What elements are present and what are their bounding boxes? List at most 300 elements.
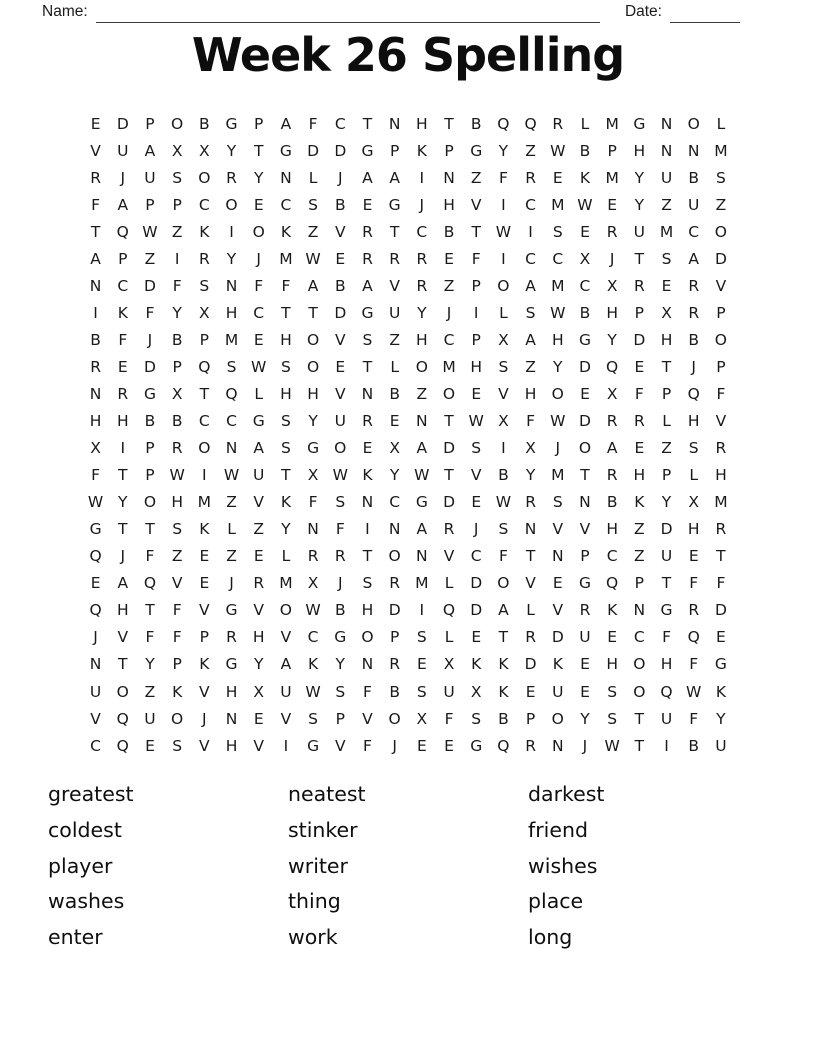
grid-letter: P — [335, 709, 345, 728]
grid-letter: C — [579, 276, 591, 295]
grid-letter: P — [172, 357, 182, 376]
grid-letter: F — [689, 574, 699, 593]
grid-letter: B — [334, 276, 346, 295]
grid-letter: X — [579, 249, 591, 268]
grid-letter: C — [470, 547, 482, 566]
grid-letter: N — [225, 439, 238, 458]
grid-letter: B — [90, 330, 101, 349]
grid-letter: I — [202, 466, 207, 485]
grid-letter: D — [714, 249, 727, 268]
grid-letter: D — [307, 141, 320, 160]
grid-letter: Z — [634, 520, 645, 539]
grid-letter: P — [525, 709, 536, 728]
grid-letter: O — [143, 493, 157, 512]
grid-letter: F — [172, 276, 182, 295]
grid-letter: H — [225, 682, 238, 701]
grid-letter: W — [332, 466, 348, 485]
grid-letter: F — [716, 384, 726, 403]
grid-letter: P — [389, 628, 400, 647]
grid-letter: B — [606, 493, 618, 512]
grid-letter: K — [471, 655, 482, 674]
grid-letter: H — [715, 466, 727, 485]
grid-letter: E — [580, 222, 590, 241]
grid-letter: R — [171, 439, 183, 458]
grid-letter: D — [334, 303, 347, 322]
grid-letter: E — [552, 168, 563, 187]
grid-letter: F — [145, 303, 155, 322]
grid-letter: Y — [253, 168, 264, 187]
grid-letter: G — [361, 303, 374, 322]
grid-letter: R — [334, 547, 346, 566]
grid-letter: A — [280, 655, 292, 674]
grid-letter: U — [117, 141, 129, 160]
grid-letter: R — [226, 168, 237, 187]
grid-row — [82, 408, 735, 435]
grid-letter: L — [499, 303, 508, 322]
grid-letter: R — [416, 276, 428, 295]
grid-letter: C — [198, 195, 210, 214]
grid-letter: G — [388, 195, 401, 214]
grid-letter: G — [415, 493, 428, 512]
grid-letter: H — [687, 520, 700, 539]
grid-letter: P — [118, 249, 128, 268]
grid-row — [82, 624, 735, 651]
grid-letter: X — [443, 655, 455, 674]
grid-letter: O — [334, 439, 347, 458]
grid-letter: O — [225, 195, 238, 214]
grid-letter: C — [198, 412, 210, 431]
grid-letter: V — [90, 141, 101, 160]
grid-letter: N — [660, 141, 673, 160]
grid-letter: F — [689, 709, 699, 728]
grid-letter: J — [473, 520, 479, 539]
grid-letter: V — [715, 276, 727, 295]
grid-letter: R — [606, 466, 618, 485]
word-item: long — [528, 925, 573, 950]
grid-letter: Q — [497, 114, 510, 133]
grid-row — [82, 110, 735, 137]
grid-letter: A — [688, 249, 700, 268]
grid-letter: B — [498, 466, 509, 485]
grid-letter: O — [633, 682, 646, 701]
grid-letter: W — [577, 195, 593, 214]
grid-letter: E — [525, 682, 536, 701]
grid-letter: X — [199, 141, 210, 160]
date-fill-line[interactable] — [670, 2, 740, 23]
grid-letter: B — [688, 736, 700, 755]
grid-letter: F — [308, 493, 318, 512]
grid-letter: J — [419, 195, 425, 214]
grid-letter: V — [253, 601, 265, 620]
grid-letter: Y — [417, 303, 427, 322]
grid-letter: O — [497, 276, 510, 295]
grid-letter: A — [525, 330, 536, 349]
grid-letter: G — [279, 141, 292, 160]
grid-letter: Y — [661, 493, 672, 512]
grid-letter: I — [174, 249, 180, 268]
grid-letter: T — [145, 520, 155, 539]
grid-letter: U — [660, 547, 673, 566]
grid-letter: K — [634, 493, 645, 512]
grid-letter: F — [172, 628, 182, 647]
grid-letter: V — [334, 222, 346, 241]
grid-letter: U — [334, 412, 346, 431]
grid-letter: G — [714, 655, 727, 674]
grid-letter: N — [551, 547, 564, 566]
grid-letter: T — [118, 466, 128, 485]
grid-letter: R — [416, 249, 428, 268]
grid-letter: Y — [389, 466, 400, 485]
grid-letter: V — [552, 520, 564, 539]
grid-letter: I — [664, 736, 669, 755]
grid-letter: T — [634, 709, 645, 728]
grid-letter: K — [308, 655, 319, 674]
grid-letter: E — [471, 628, 482, 647]
grid-letter: D — [116, 114, 129, 133]
grid-letter: U — [89, 682, 102, 701]
grid-letter: G — [143, 384, 156, 403]
grid-letter: C — [525, 249, 536, 268]
grid-letter: O — [171, 114, 184, 133]
grid-letter: B — [171, 330, 183, 349]
grid-letter: W — [414, 466, 430, 485]
grid-letter: O — [306, 330, 320, 349]
grid-letter: Q — [606, 357, 619, 376]
grid-letter: A — [389, 168, 400, 187]
grid-letter: P — [199, 330, 210, 349]
grid-letter: H — [606, 520, 618, 539]
grid-letter: S — [308, 195, 319, 214]
grid-letter: H — [171, 493, 183, 512]
grid-letter: D — [714, 601, 727, 620]
grid-letter: J — [337, 574, 343, 593]
grid-letter: D — [443, 439, 455, 458]
grid-letter: E — [416, 736, 427, 755]
grid-letter: G — [660, 601, 673, 620]
grid-letter: Q — [524, 114, 537, 133]
grid-letter: R — [525, 628, 536, 647]
grid-letter: S — [362, 574, 373, 593]
grid-letter: Y — [634, 195, 645, 214]
grid-letter: Y — [226, 141, 237, 160]
grid-letter: R — [253, 574, 265, 593]
grid-letter: N — [361, 384, 374, 403]
grid-letter: N — [687, 141, 700, 160]
grid-letter: U — [633, 222, 646, 241]
grid-letter: J — [202, 709, 207, 728]
grid-letter: N — [361, 493, 374, 512]
grid-letter: V — [334, 736, 346, 755]
grid-letter: K — [172, 682, 183, 701]
grid-letter: O — [388, 709, 401, 728]
grid-letter: V — [90, 709, 101, 728]
grid-letter: G — [334, 628, 347, 647]
grid-letter: C — [226, 412, 237, 431]
grid-letter: U — [144, 168, 156, 187]
grid-letter: H — [361, 601, 374, 620]
grid-letter: P — [607, 141, 617, 160]
grid-letter: X — [606, 384, 618, 403]
word-list — [48, 777, 768, 956]
grid-letter: Z — [171, 547, 183, 566]
grid-letter: N — [551, 736, 564, 755]
grid-letter: N — [361, 655, 374, 674]
grid-letter: Y — [308, 412, 318, 431]
grid-letter: B — [688, 168, 700, 187]
grid-row — [82, 678, 735, 705]
grid-row — [82, 137, 735, 164]
grid-letter: F — [716, 574, 726, 593]
grid-letter: H — [606, 655, 618, 674]
grid-letter: V — [715, 412, 727, 431]
grid-letter: T — [90, 222, 101, 241]
grid-letter: M — [197, 493, 212, 512]
grid-letter: F — [526, 412, 536, 431]
grid-letter: A — [416, 439, 428, 458]
grid-letter: B — [498, 709, 509, 728]
grid-letter: H — [307, 384, 319, 403]
grid-letter: P — [199, 628, 210, 647]
grid-letter: C — [389, 493, 401, 512]
word-column — [288, 777, 528, 956]
grid-letter: M — [659, 222, 674, 241]
grid-letter: K — [117, 303, 128, 322]
grid-letter: K — [607, 601, 618, 620]
grid-letter: Z — [525, 141, 536, 160]
grid-letter: V — [498, 384, 509, 403]
grid-letter: L — [689, 466, 699, 485]
grid-letter: N — [89, 655, 102, 674]
grid-letter: S — [335, 493, 346, 512]
grid-letter: E — [145, 736, 155, 755]
grid-letter: F — [634, 384, 644, 403]
grid-letter: W — [223, 466, 240, 485]
grid-letter: N — [579, 493, 591, 512]
grid-letter: Q — [89, 601, 102, 620]
grid-letter: S — [280, 412, 291, 431]
grid-row — [82, 705, 735, 732]
grid-letter: X — [525, 439, 536, 458]
grid-row — [82, 597, 735, 624]
grid-letter: B — [470, 114, 482, 133]
grid-letter: F — [281, 276, 291, 295]
grid-letter: V — [470, 195, 482, 214]
grid-letter: R — [579, 601, 591, 620]
grid-letter: F — [662, 628, 671, 647]
grid-row — [82, 272, 735, 299]
grid-letter: R — [90, 168, 101, 187]
grid-letter: H — [280, 384, 292, 403]
grid-letter: H — [660, 330, 673, 349]
grid-row — [82, 543, 735, 570]
grid-letter: E — [362, 439, 373, 458]
grid-letter: B — [579, 303, 591, 322]
grid-letter: V — [280, 709, 292, 728]
grid-letter: H — [116, 412, 129, 431]
grid-letter: G — [225, 601, 238, 620]
word-item: player — [48, 853, 113, 878]
grid-letter: L — [254, 384, 264, 403]
grid-letter: J — [609, 249, 615, 268]
grid-letter: Y — [145, 655, 155, 674]
grid-letter: V — [552, 601, 564, 620]
grid-letter: E — [580, 384, 590, 403]
grid-letter: M — [714, 141, 728, 160]
grid-letter: J — [120, 168, 126, 187]
grid-letter: A — [498, 601, 509, 620]
grid-letter: D — [144, 276, 156, 295]
grid-letter: H — [660, 655, 673, 674]
grid-letter: N — [633, 601, 646, 620]
grid-letter: U — [552, 682, 564, 701]
grid-letter: S — [362, 330, 373, 349]
grid-letter: H — [633, 466, 646, 485]
grid-letter: V — [362, 709, 373, 728]
grid-letter: E — [416, 655, 427, 674]
grid-letter: H — [551, 330, 564, 349]
grid-letter: E — [253, 330, 264, 349]
grid-letter: H — [252, 628, 265, 647]
grid-letter: L — [227, 520, 236, 539]
grid-letter: Y — [172, 303, 182, 322]
grid-letter: P — [471, 276, 481, 295]
grid-letter: K — [498, 655, 509, 674]
grid-letter: P — [444, 141, 454, 160]
grid-letter: D — [579, 412, 591, 431]
grid-letter: S — [172, 168, 183, 187]
grid-letter: R — [117, 384, 129, 403]
grid-letter: W — [550, 141, 566, 160]
grid-letter: L — [580, 114, 590, 133]
grid-letter: R — [688, 276, 700, 295]
grid-letter: Q — [116, 709, 129, 728]
grid-letter: S — [280, 439, 291, 458]
grid-letter: W — [305, 601, 321, 620]
grid-letter: Y — [118, 493, 128, 512]
grid-letter: F — [91, 195, 101, 214]
grid-letter: Q — [497, 736, 510, 755]
grid-letter: H — [116, 601, 129, 620]
grid-letter: C — [552, 249, 564, 268]
grid-letter: T — [253, 141, 264, 160]
grid-letter: M — [442, 357, 456, 376]
grid-letter: F — [118, 330, 128, 349]
grid-letter: O — [578, 439, 592, 458]
grid-letter: J — [147, 330, 153, 349]
grid-letter: W — [87, 493, 104, 512]
grid-letter: K — [280, 493, 291, 512]
grid-letter: R — [389, 574, 401, 593]
grid-letter: H — [89, 412, 102, 431]
grid-letter: N — [660, 114, 673, 133]
grid-letter: Z — [443, 276, 455, 295]
grid-letter: D — [633, 330, 646, 349]
grid-letter: C — [443, 330, 455, 349]
grid-letter: S — [525, 303, 536, 322]
grid-letter: K — [199, 222, 210, 241]
grid-letter: N — [524, 520, 537, 539]
grid-letter: J — [93, 628, 98, 647]
word-item: coldest — [48, 817, 122, 842]
grid-letter: B — [579, 141, 591, 160]
grid-letter: Q — [116, 736, 129, 755]
word-column — [528, 777, 768, 956]
grid-letter: H — [416, 330, 428, 349]
grid-letter: O — [198, 439, 211, 458]
grid-letter: O — [171, 709, 184, 728]
name-fill-line[interactable] — [96, 2, 600, 23]
grid-letter: N — [388, 520, 401, 539]
grid-letter: G — [470, 141, 483, 160]
grid-letter: E — [580, 682, 590, 701]
grid-letter: P — [172, 195, 182, 214]
grid-letter: F — [254, 276, 264, 295]
grid-letter: Y — [253, 655, 264, 674]
grid-letter: P — [580, 547, 590, 566]
grid-letter: W — [305, 249, 321, 268]
grid-letter: S — [552, 222, 563, 241]
grid-letter: S — [471, 709, 482, 728]
grid-letter: O — [361, 628, 374, 647]
grid-letter: X — [199, 303, 210, 322]
grid-row — [82, 462, 735, 489]
grid-letter: H — [225, 736, 238, 755]
grid-letter: S — [172, 520, 183, 539]
grid-letter: I — [93, 303, 98, 322]
grid-letter: K — [199, 520, 210, 539]
grid-letter: G — [225, 114, 238, 133]
grid-letter: O — [415, 357, 428, 376]
grid-letter: L — [526, 601, 535, 620]
grid-letter: V — [171, 574, 183, 593]
grid-letter: Z — [661, 439, 672, 458]
grid-letter: F — [91, 466, 101, 485]
grid-letter: G — [578, 330, 591, 349]
word-item: enter — [48, 925, 103, 950]
grid-letter: Q — [198, 357, 211, 376]
grid-letter: E — [688, 547, 699, 566]
grid-letter: A — [253, 439, 265, 458]
grid-letter: F — [363, 682, 372, 701]
grid-letter: C — [334, 114, 346, 133]
grid-letter: V — [470, 466, 482, 485]
grid-letter: D — [551, 628, 564, 647]
grid-letter: C — [633, 628, 645, 647]
grid-letter: P — [716, 357, 726, 376]
word-item: stinker — [288, 817, 358, 842]
grid-letter: R — [525, 493, 536, 512]
grid-letter: T — [525, 547, 536, 566]
grid-row — [82, 380, 735, 407]
grid-letter: U — [144, 709, 156, 728]
grid-letter: C — [117, 276, 129, 295]
grid-letter: P — [254, 114, 264, 133]
grid-letter: Y — [498, 141, 509, 160]
grid-letter: Q — [606, 574, 619, 593]
grid-letter: O — [252, 222, 265, 241]
grid-letter: X — [416, 709, 428, 728]
grid-letter: P — [634, 574, 645, 593]
grid-letter: E — [90, 114, 101, 133]
grid-letter: M — [605, 168, 619, 187]
grid-letter: B — [389, 682, 400, 701]
grid-letter: D — [334, 141, 347, 160]
grid-letter: S — [280, 357, 291, 376]
grid-row — [82, 191, 735, 218]
name-label: Name: — [42, 3, 88, 20]
grid-letter: H — [606, 303, 618, 322]
grid-row — [82, 732, 735, 759]
